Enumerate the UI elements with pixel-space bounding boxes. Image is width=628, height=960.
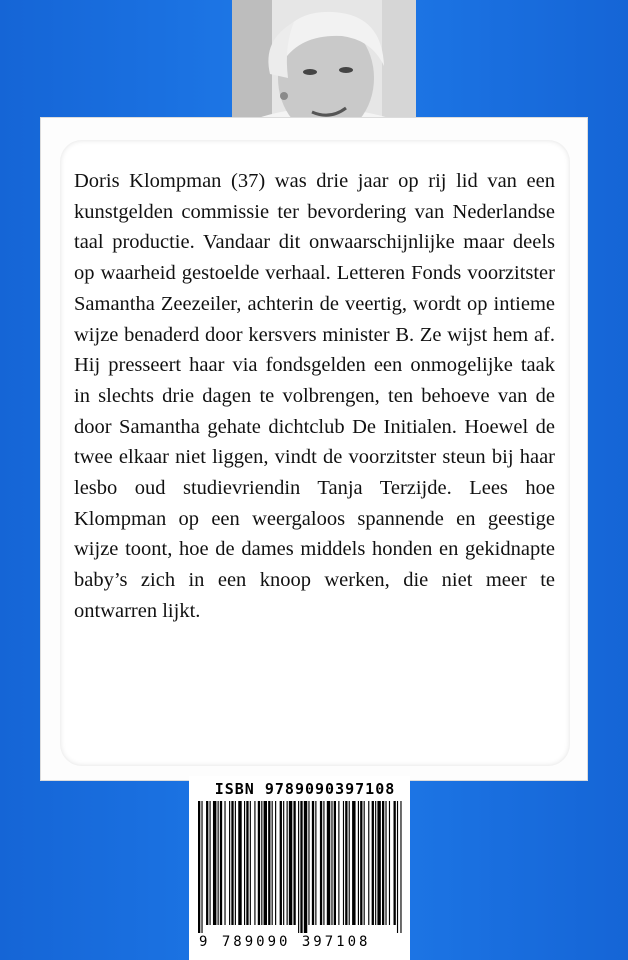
isbn-label: ISBN 9789090397108 bbox=[214, 780, 396, 798]
barcode-bar bbox=[358, 801, 359, 925]
barcode-bar bbox=[275, 801, 276, 925]
barcode-bar bbox=[320, 801, 322, 925]
barcode-bar bbox=[213, 801, 216, 925]
barcode-bar bbox=[220, 801, 222, 925]
barcode-bar bbox=[364, 801, 365, 925]
barcode-bar bbox=[250, 801, 251, 925]
barcode-bar bbox=[289, 801, 292, 925]
barcode-bar bbox=[229, 801, 230, 925]
barcode-bar bbox=[385, 801, 386, 925]
barcode-bar bbox=[235, 801, 236, 925]
barcode-bar bbox=[372, 801, 374, 925]
barcode-bar bbox=[201, 801, 202, 933]
barcode-bar bbox=[400, 801, 401, 933]
barcode-bar bbox=[308, 801, 309, 925]
barcode-bar bbox=[198, 801, 200, 933]
barcode-bar bbox=[345, 801, 347, 925]
barcode-bar bbox=[224, 801, 225, 925]
barcode-bar bbox=[264, 801, 267, 925]
barcode-bar bbox=[244, 801, 245, 925]
barcode-bar bbox=[360, 801, 362, 925]
barcode-bar bbox=[246, 801, 248, 925]
barcode-bar bbox=[397, 801, 398, 933]
barcode-bar bbox=[327, 801, 330, 925]
barcode-bar bbox=[298, 801, 299, 933]
barcode-icon bbox=[196, 801, 404, 933]
barcode-bar bbox=[261, 801, 262, 925]
barcode-bar bbox=[334, 801, 336, 925]
barcode-bar bbox=[238, 801, 241, 925]
book-blurb: Doris Klompman (37) was drie jaar op rij lid van een kunstgelden commissie ter bevordering van Nederlandse taal productie. Vandaar dit onwaarschijnlijke maar deels op waarheid gestoelde verhaal. Letteren Fonds voorzitster Samantha Zeezeiler, achterin de veertig, wordt op intieme wijze benaderd door kersvers minister B. Ze wijst hem af. Hij presseert haar via fondsgelden een onmogelijke taak in slechts drie dagen te volbrengen, ten behoeve van de door Samantha gehate dichtclub De Initialen. Hoewel de twee elkaar niet liggen, vindt de voorzitster steun bij haar lesbo oud studievriendin Tanja Terzijde. Lees hoe Klompman op een weergaloos spannende en geestige wijze toont, hoe de dames middels honden en gekidnapte baby’s zich in een knoop werken, die niet meer te ontwarren lijkt. bbox=[74, 170, 555, 622]
barcode-bar bbox=[304, 801, 307, 933]
barcode-bar bbox=[331, 801, 332, 925]
barcode-bar bbox=[389, 801, 390, 925]
barcode-bar bbox=[272, 801, 273, 925]
barcode-bar bbox=[338, 801, 339, 925]
barcode-bar bbox=[287, 801, 288, 925]
barcode-bar bbox=[300, 801, 302, 933]
barcode-bar bbox=[377, 801, 380, 925]
barcode-bar bbox=[368, 801, 369, 925]
barcode-bar bbox=[323, 801, 324, 925]
barcode-bar bbox=[349, 801, 350, 925]
barcode-bar bbox=[258, 801, 260, 925]
barcode-bar bbox=[375, 801, 376, 925]
barcode-bar bbox=[394, 801, 396, 925]
barcode-bar bbox=[254, 801, 255, 925]
isbn-digits: 9 789090 397108 bbox=[199, 934, 371, 950]
barcode-bar bbox=[283, 801, 284, 925]
barcode-bar bbox=[293, 801, 295, 925]
barcode-bar bbox=[210, 801, 211, 925]
barcode-bar bbox=[382, 801, 384, 925]
barcode-bar bbox=[280, 801, 282, 925]
barcode-bar bbox=[206, 801, 208, 925]
barcode-bar bbox=[218, 801, 219, 925]
barcode-bar bbox=[352, 801, 355, 925]
barcode-bar bbox=[268, 801, 270, 925]
barcode-bar bbox=[315, 801, 316, 925]
barcode-bar bbox=[343, 801, 344, 925]
barcode-bar bbox=[312, 801, 314, 925]
barcode-bar bbox=[231, 801, 233, 925]
